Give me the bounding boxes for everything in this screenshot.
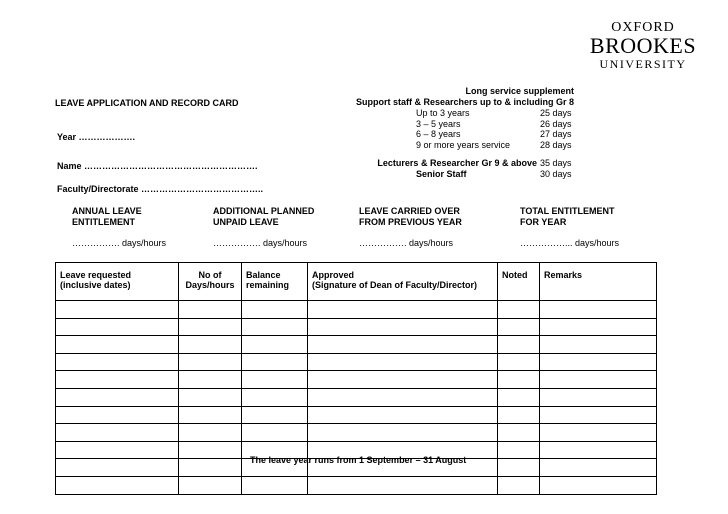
col-approved: Approved (Signature of Dean of Faculty/Director): [308, 263, 498, 301]
col-noted: Noted: [498, 263, 540, 301]
total-entitlement-value: ……………... days/hours: [520, 238, 620, 248]
service-band-label: 9 or more years service: [416, 140, 511, 150]
senior-staff-label: Senior Staff: [416, 169, 467, 179]
lecturers-label: Lecturers & Researcher Gr 9 & above: [377, 158, 537, 168]
table-row: [56, 406, 657, 424]
name-field: Name ………………………………………………….: [57, 161, 258, 171]
oxford-brookes-logo: [583, 20, 703, 71]
carried-over-value: ……………. days/hours: [359, 238, 454, 248]
table-row: [56, 371, 657, 389]
table-row: [56, 424, 657, 442]
unpaid-leave-value: ……………. days/hours: [213, 238, 308, 248]
logo-line-2: BROOKES: [589, 33, 697, 58]
carried-over-heading: LEAVE CARRIED OVER FROM PREVIOUS YEAR: [359, 206, 462, 227]
table-row: [56, 301, 657, 319]
total-entitlement-heading: TOTAL ENTITLEMENT FOR YEAR: [520, 206, 615, 227]
annual-leave-value: ……………. days/hours: [72, 238, 167, 248]
col-days-hours: No of Days/hours: [179, 263, 242, 301]
table-row: [56, 388, 657, 406]
support-staff-heading: Support staff & Researchers up to & including Gr 8: [355, 97, 574, 107]
faculty-directorate-field: Faculty/Directorate …………………………………..: [57, 184, 264, 194]
service-band-days: 25 days: [540, 108, 572, 118]
annual-leave-heading: ANNUAL LEAVE ENTITLEMENT: [72, 206, 142, 227]
service-band-label: 3 – 5 years: [416, 119, 461, 129]
table-row: [56, 336, 657, 354]
form-title: LEAVE APPLICATION AND RECORD CARD: [55, 98, 239, 108]
service-band-days: 26 days: [540, 119, 572, 129]
service-band-days: 27 days: [540, 129, 572, 139]
lecturers-days: 35 days: [540, 158, 572, 168]
col-remarks: Remarks: [540, 263, 657, 301]
supplement-heading: Long service supplement: [465, 86, 574, 96]
col-leave-requested: Leave requested (inclusive dates): [56, 263, 179, 301]
logo-line-3: UNIVERSITY: [599, 57, 687, 71]
table-header-row: [56, 263, 657, 301]
table-row: [56, 476, 657, 494]
logo-line-1: OXFORD: [611, 20, 675, 35]
service-band-label: 6 – 8 years: [416, 129, 461, 139]
leave-year-note: The leave year runs from 1 September – 31 August: [250, 455, 467, 465]
unpaid-leave-heading: ADDITIONAL PLANNED UNPAID LEAVE: [213, 206, 315, 227]
table-row: [56, 318, 657, 336]
col-balance-remaining: Balance remaining: [242, 263, 308, 301]
table-row: [56, 353, 657, 371]
service-band-label: Up to 3 years: [416, 108, 470, 118]
senior-staff-days: 30 days: [540, 169, 572, 179]
year-field: Year ……………….: [57, 132, 136, 142]
service-band-days: 28 days: [540, 140, 572, 150]
